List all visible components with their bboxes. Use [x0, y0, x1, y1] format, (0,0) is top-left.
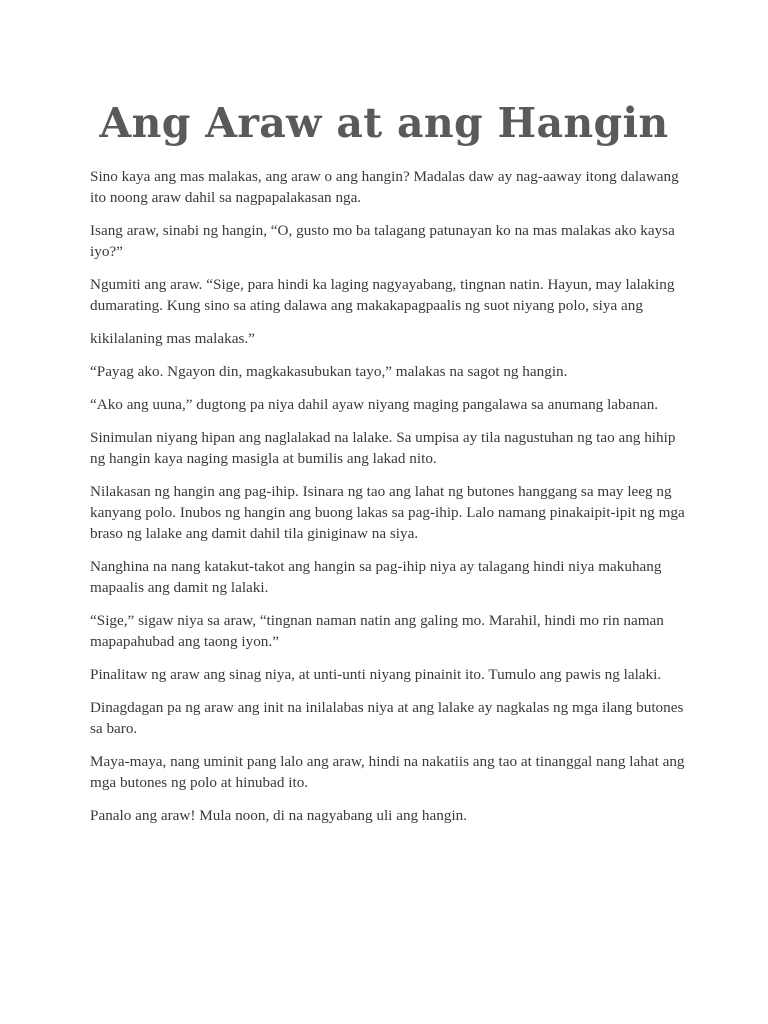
paragraph: Sino kaya ang mas malakas, ang araw o ang hangin? Madalas daw ay nag-aaway itong dalawang ito noong araw dahil sa nagpapalakasan nga.: [90, 168, 679, 206]
paragraph: Pinalitaw ng araw ang sinag niya, at unti-unti niyang pinainit ito. Tumulo ang pawis ng lalaki.: [90, 666, 662, 683]
paragraph: Isang araw, sinabi ng hangin, “O, gusto mo ba talagang patunayan ko na mas malakas ako kaysa iyo?”: [90, 222, 675, 260]
paragraph: Ngumiti ang araw. “Sige, para hindi ka laging nagyayabang, tingnan natin. Hayun, may lalaking dumarating. Kung sino sa ating dalawa ang makakapagpaalis ng suot niyang polo, siya ang: [90, 276, 675, 314]
paragraph: “Ako ang uuna,” dugtong pa niya dahil ayaw niyang maging pangalawa sa anumang labanan.: [90, 396, 659, 413]
document-body: [90, 166, 690, 838]
paragraph: Nanghina na nang katakut-takot ang hangin sa pag-ihip niya ay talagang hindi niya makuhang mapaalis ang damit ng lalaki.: [90, 558, 662, 596]
paragraph: Nilakasan ng hangin ang pag-ihip. Isinara ng tao ang lahat ng butones hanggang sa may leeg ng kanyang polo. Inubos ng hangin ang buong lakas sa pag-ihip. Lalo namang pinakaipit-ipit ng mga braso ng lalake ang damit dahil tila giniginaw na siya.: [90, 483, 685, 542]
paragraph: Dinagdagan pa ng araw ang init na inilalabas niya at ang lalake ay nagkalas ng mga ilang butones sa baro.: [90, 699, 684, 737]
paragraph: kikilalaning mas malakas.”: [90, 330, 255, 347]
paragraph: Sinimulan niyang hipan ang naglalakad na lalake. Sa umpisa ay tila nagustuhan ng tao ang hihip ng hangin kaya naging masigla at bumilis ang lakad nito.: [90, 429, 676, 467]
paragraph: “Sige,” sigaw niya sa araw, “tingnan naman natin ang galing mo. Marahil, hindi mo rin naman mapapahubad ang taong iyon.”: [90, 612, 664, 650]
document-title: Ang Araw at ang Hangin: [99, 99, 669, 147]
paragraph: Maya-maya, nang uminit pang lalo ang araw, hindi na nakatiis ang tao at tinanggal nang lahat ang mga butones ng polo at hinubad ito.: [90, 753, 685, 791]
paragraph: Panalo ang araw! Mula noon, di na nagyabang uli ang hangin.: [90, 807, 468, 824]
paragraph: “Payag ako. Ngayon din, magkakasubukan tayo,” malakas na sagot ng hangin.: [90, 363, 568, 380]
